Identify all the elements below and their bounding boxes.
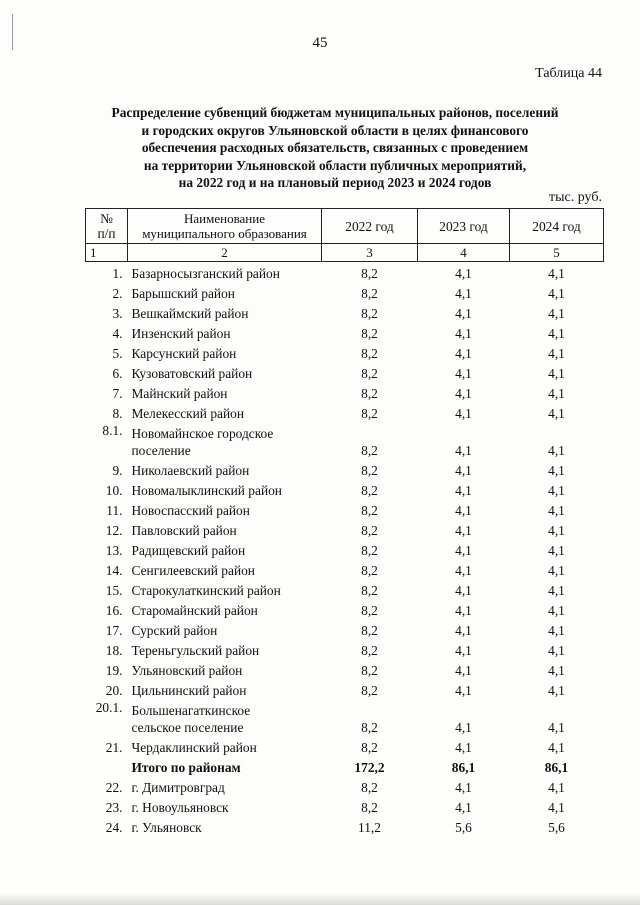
municipality-name-line2: сельское поселение bbox=[131, 720, 244, 735]
table-row bbox=[86, 599, 604, 619]
title-line: на территории Ульяновской области публичных мероприятий, bbox=[143, 157, 527, 173]
value-2024: 4,1 bbox=[548, 386, 565, 401]
header-2022: 2022 год bbox=[322, 209, 418, 244]
column-number: 5 bbox=[510, 244, 604, 262]
table-row bbox=[86, 699, 604, 736]
value-2023: 86,1 bbox=[451, 760, 476, 775]
municipality-name: Павловский район bbox=[131, 523, 237, 538]
value-2024: 4,1 bbox=[548, 523, 565, 538]
value-2023: 4,1 bbox=[455, 386, 472, 401]
value-2022: 172,2 bbox=[354, 760, 385, 775]
value-2024: 4,1 bbox=[548, 643, 565, 658]
value-2023: 4,1 bbox=[455, 800, 472, 815]
municipality-name: Цильнинский район bbox=[131, 683, 247, 698]
value-2023: 4,1 bbox=[455, 483, 472, 498]
value-2024: 4,1 bbox=[548, 623, 565, 638]
value-2024: 4,1 bbox=[548, 543, 565, 558]
municipality-name bbox=[128, 422, 322, 459]
header-2024: 2024 год bbox=[510, 209, 604, 244]
value-2022: 8,2 bbox=[361, 386, 378, 401]
municipality-name: Майнский район bbox=[131, 386, 228, 401]
value-2023: 5,6 bbox=[455, 820, 472, 835]
municipality-name: Сенгилеевский район bbox=[131, 563, 255, 578]
value-2023: 4,1 bbox=[455, 406, 472, 421]
row-number: 20. bbox=[105, 683, 123, 698]
value-2024: 4,1 bbox=[548, 306, 565, 321]
municipality-name bbox=[128, 699, 322, 736]
municipality-name: Радищевский район bbox=[131, 543, 246, 558]
value-2024: 4,1 bbox=[548, 503, 565, 518]
table-row bbox=[86, 776, 604, 796]
row-number: 7. bbox=[112, 386, 123, 401]
header-name-line1: Наименование bbox=[184, 211, 265, 226]
value-2022: 8,2 bbox=[361, 563, 378, 578]
value-2024: 4,1 bbox=[548, 286, 565, 301]
municipality-name: Старокулаткинский район bbox=[131, 583, 281, 598]
value-2024: 4,1 bbox=[548, 780, 565, 795]
municipality-name: Новомалыклинский район bbox=[131, 483, 282, 498]
table-row bbox=[86, 539, 604, 559]
header-name-line2: муниципального образования bbox=[142, 226, 307, 241]
table-row bbox=[86, 342, 604, 362]
row-number: 21. bbox=[105, 740, 123, 755]
scan-bottom-edge bbox=[0, 893, 640, 905]
row-number: 8. bbox=[112, 406, 123, 421]
table-row bbox=[86, 796, 604, 816]
municipality-name-line1: Новомайнское городское bbox=[131, 426, 274, 441]
value-2022: 8,2 bbox=[361, 720, 378, 735]
municipality-name-line1: Большенагаткинское bbox=[131, 703, 251, 718]
value-2024: 4,1 bbox=[548, 266, 565, 281]
value-2024: 4,1 bbox=[548, 583, 565, 598]
row-number: 1. bbox=[112, 266, 123, 281]
row-number: 24. bbox=[105, 820, 123, 835]
value-2022: 8,2 bbox=[361, 683, 378, 698]
municipality-name: Тереньгульский район bbox=[131, 643, 260, 658]
value-2022: 8,2 bbox=[361, 780, 378, 795]
column-number: 4 bbox=[418, 244, 510, 262]
municipality-name: Николаевский район bbox=[131, 463, 250, 478]
row-number: 5. bbox=[112, 346, 123, 361]
value-2023: 4,1 bbox=[455, 286, 472, 301]
value-2023: 4,1 bbox=[455, 463, 472, 478]
header-number-line2: п/п bbox=[97, 226, 116, 241]
subvention-table bbox=[85, 208, 604, 836]
value-2022: 8,2 bbox=[361, 366, 378, 381]
table-row bbox=[86, 679, 604, 699]
value-2023: 4,1 bbox=[455, 543, 472, 558]
value-2022: 8,2 bbox=[361, 583, 378, 598]
value-2024: 4,1 bbox=[548, 663, 565, 678]
column-number-row bbox=[86, 244, 604, 262]
table-label: Таблица 44 bbox=[535, 66, 602, 81]
value-2022: 8,2 bbox=[361, 266, 378, 281]
table-body bbox=[86, 262, 604, 837]
value-2022: 8,2 bbox=[361, 443, 378, 458]
column-number: 1 bbox=[86, 244, 128, 262]
header-number bbox=[86, 209, 128, 244]
value-2024: 4,1 bbox=[548, 443, 565, 458]
table-row bbox=[86, 282, 604, 302]
title-line: и городских округов Ульяновской области в целях финансового bbox=[141, 122, 529, 138]
value-2022: 8,2 bbox=[361, 406, 378, 421]
table-row bbox=[86, 519, 604, 539]
municipality-name: г. Ульяновск bbox=[131, 820, 202, 835]
value-2022: 8,2 bbox=[361, 326, 378, 341]
value-2022: 8,2 bbox=[361, 463, 378, 478]
municipality-name: Карсунский район bbox=[131, 346, 237, 361]
value-2024: 4,1 bbox=[548, 683, 565, 698]
row-number: 4. bbox=[112, 326, 123, 341]
municipality-name: Базарносызганский район bbox=[131, 266, 280, 281]
municipality-name: Ульяновский район bbox=[131, 663, 243, 678]
row-number: 20.1. bbox=[95, 700, 123, 715]
value-2023: 4,1 bbox=[455, 523, 472, 538]
value-2024: 4,1 bbox=[548, 563, 565, 578]
column-number: 3 bbox=[322, 244, 418, 262]
row-number: 18. bbox=[105, 643, 123, 658]
value-2024: 4,1 bbox=[548, 346, 565, 361]
municipality-name: Итого по районам bbox=[131, 760, 241, 775]
column-number: 2 bbox=[128, 244, 322, 262]
value-2024: 4,1 bbox=[548, 483, 565, 498]
value-2023: 4,1 bbox=[455, 780, 472, 795]
municipality-name: Старомайнский район bbox=[131, 603, 258, 618]
value-2024: 4,1 bbox=[548, 740, 565, 755]
title-line: на 2022 год и на плановый период 2023 и 2024 годов bbox=[178, 175, 492, 191]
value-2022: 8,2 bbox=[361, 623, 378, 638]
header-number-line1: № bbox=[100, 211, 113, 226]
value-2022: 8,2 bbox=[361, 643, 378, 658]
table-row bbox=[86, 262, 604, 283]
value-2024: 4,1 bbox=[548, 463, 565, 478]
value-2024: 4,1 bbox=[548, 720, 565, 735]
table-row bbox=[86, 499, 604, 519]
municipality-name: Сурский район bbox=[131, 623, 218, 638]
value-2024: 4,1 bbox=[548, 366, 565, 381]
page-number: 45 bbox=[312, 35, 328, 51]
municipality-name-line2: поселение bbox=[131, 443, 191, 458]
value-2022: 8,2 bbox=[361, 306, 378, 321]
row-number: 23. bbox=[105, 800, 123, 815]
row-number: 17. bbox=[105, 623, 123, 638]
municipality-name: Новоспасский район bbox=[131, 503, 250, 518]
value-2022: 8,2 bbox=[361, 800, 378, 815]
value-2023: 4,1 bbox=[455, 503, 472, 518]
value-2022: 8,2 bbox=[361, 603, 378, 618]
value-2023: 4,1 bbox=[455, 683, 472, 698]
value-2023: 4,1 bbox=[455, 326, 472, 341]
row-number: 13. bbox=[105, 543, 123, 558]
unit-label: тыс. руб. bbox=[549, 190, 602, 205]
municipality-name: Чердаклинский район bbox=[131, 740, 257, 755]
table-row bbox=[86, 559, 604, 579]
title-line: обеспечения расходных обязательств, связанных с проведением bbox=[141, 140, 529, 156]
header-name bbox=[128, 209, 322, 244]
value-2022: 8,2 bbox=[361, 346, 378, 361]
value-2022: 8,2 bbox=[361, 523, 378, 538]
value-2023: 4,1 bbox=[455, 366, 472, 381]
value-2023: 4,1 bbox=[455, 583, 472, 598]
value-2024: 5,6 bbox=[548, 820, 565, 835]
row-number: 19. bbox=[105, 663, 123, 678]
title-line: Распределение субвенций бюджетам муниципальных районов, поселений bbox=[111, 105, 559, 120]
header-2023: 2023 год bbox=[418, 209, 510, 244]
row-number: 2. bbox=[112, 286, 123, 301]
municipality-name: Мелекесский район bbox=[131, 406, 244, 421]
value-2023: 4,1 bbox=[455, 603, 472, 618]
row-number: 3. bbox=[112, 306, 123, 321]
value-2022: 8,2 bbox=[361, 286, 378, 301]
municipality-name: г. Димитровград bbox=[131, 780, 225, 795]
table-row bbox=[86, 459, 604, 479]
value-2024: 86,1 bbox=[544, 760, 569, 775]
table-row bbox=[86, 382, 604, 402]
row-number: 22. bbox=[105, 780, 123, 795]
table-header-row bbox=[86, 209, 604, 244]
value-2022: 11,2 bbox=[358, 820, 381, 835]
value-2023: 4,1 bbox=[455, 443, 472, 458]
row-number: 15. bbox=[105, 583, 123, 598]
value-2022: 8,2 bbox=[361, 543, 378, 558]
value-2024: 4,1 bbox=[548, 406, 565, 421]
municipality-name: г. Новоульяновск bbox=[131, 800, 229, 815]
row-number: 12. bbox=[105, 523, 123, 538]
value-2022: 8,2 bbox=[361, 483, 378, 498]
table-row bbox=[86, 639, 604, 659]
value-2022: 8,2 bbox=[361, 503, 378, 518]
total-row bbox=[86, 756, 604, 776]
municipality-name: Инзенский район bbox=[131, 326, 231, 341]
table-row bbox=[86, 479, 604, 499]
table-row bbox=[86, 302, 604, 322]
value-2023: 4,1 bbox=[455, 720, 472, 735]
value-2023: 4,1 bbox=[455, 623, 472, 638]
table-row bbox=[86, 736, 604, 756]
table-row bbox=[86, 402, 604, 422]
value-2024: 4,1 bbox=[548, 326, 565, 341]
table-row bbox=[86, 362, 604, 382]
value-2022: 8,2 bbox=[361, 663, 378, 678]
row-number: 14. bbox=[105, 563, 123, 578]
document-title bbox=[70, 104, 600, 192]
row-number: 11. bbox=[106, 503, 123, 518]
row-number: 8.1. bbox=[102, 423, 123, 438]
row-number: 10. bbox=[105, 483, 123, 498]
table-row bbox=[86, 619, 604, 639]
table-row bbox=[86, 816, 604, 836]
table-row bbox=[86, 322, 604, 342]
value-2023: 4,1 bbox=[455, 563, 472, 578]
value-2024: 4,1 bbox=[548, 603, 565, 618]
value-2023: 4,1 bbox=[455, 740, 472, 755]
table-row bbox=[86, 579, 604, 599]
municipality-name: Кузоватовский район bbox=[131, 366, 253, 381]
value-2023: 4,1 bbox=[455, 643, 472, 658]
row-number: 16. bbox=[105, 603, 123, 618]
municipality-name: Вешкаймский район bbox=[131, 306, 249, 321]
row-number: 6. bbox=[112, 366, 123, 381]
row-number bbox=[86, 756, 128, 776]
value-2023: 4,1 bbox=[455, 663, 472, 678]
value-2023: 4,1 bbox=[455, 346, 472, 361]
table-row bbox=[86, 422, 604, 459]
municipality-name: Барышский район bbox=[131, 286, 235, 301]
row-number: 9. bbox=[112, 463, 123, 478]
value-2023: 4,1 bbox=[455, 266, 472, 281]
table-row bbox=[86, 659, 604, 679]
value-2022: 8,2 bbox=[361, 740, 378, 755]
value-2023: 4,1 bbox=[455, 306, 472, 321]
value-2024: 4,1 bbox=[548, 800, 565, 815]
